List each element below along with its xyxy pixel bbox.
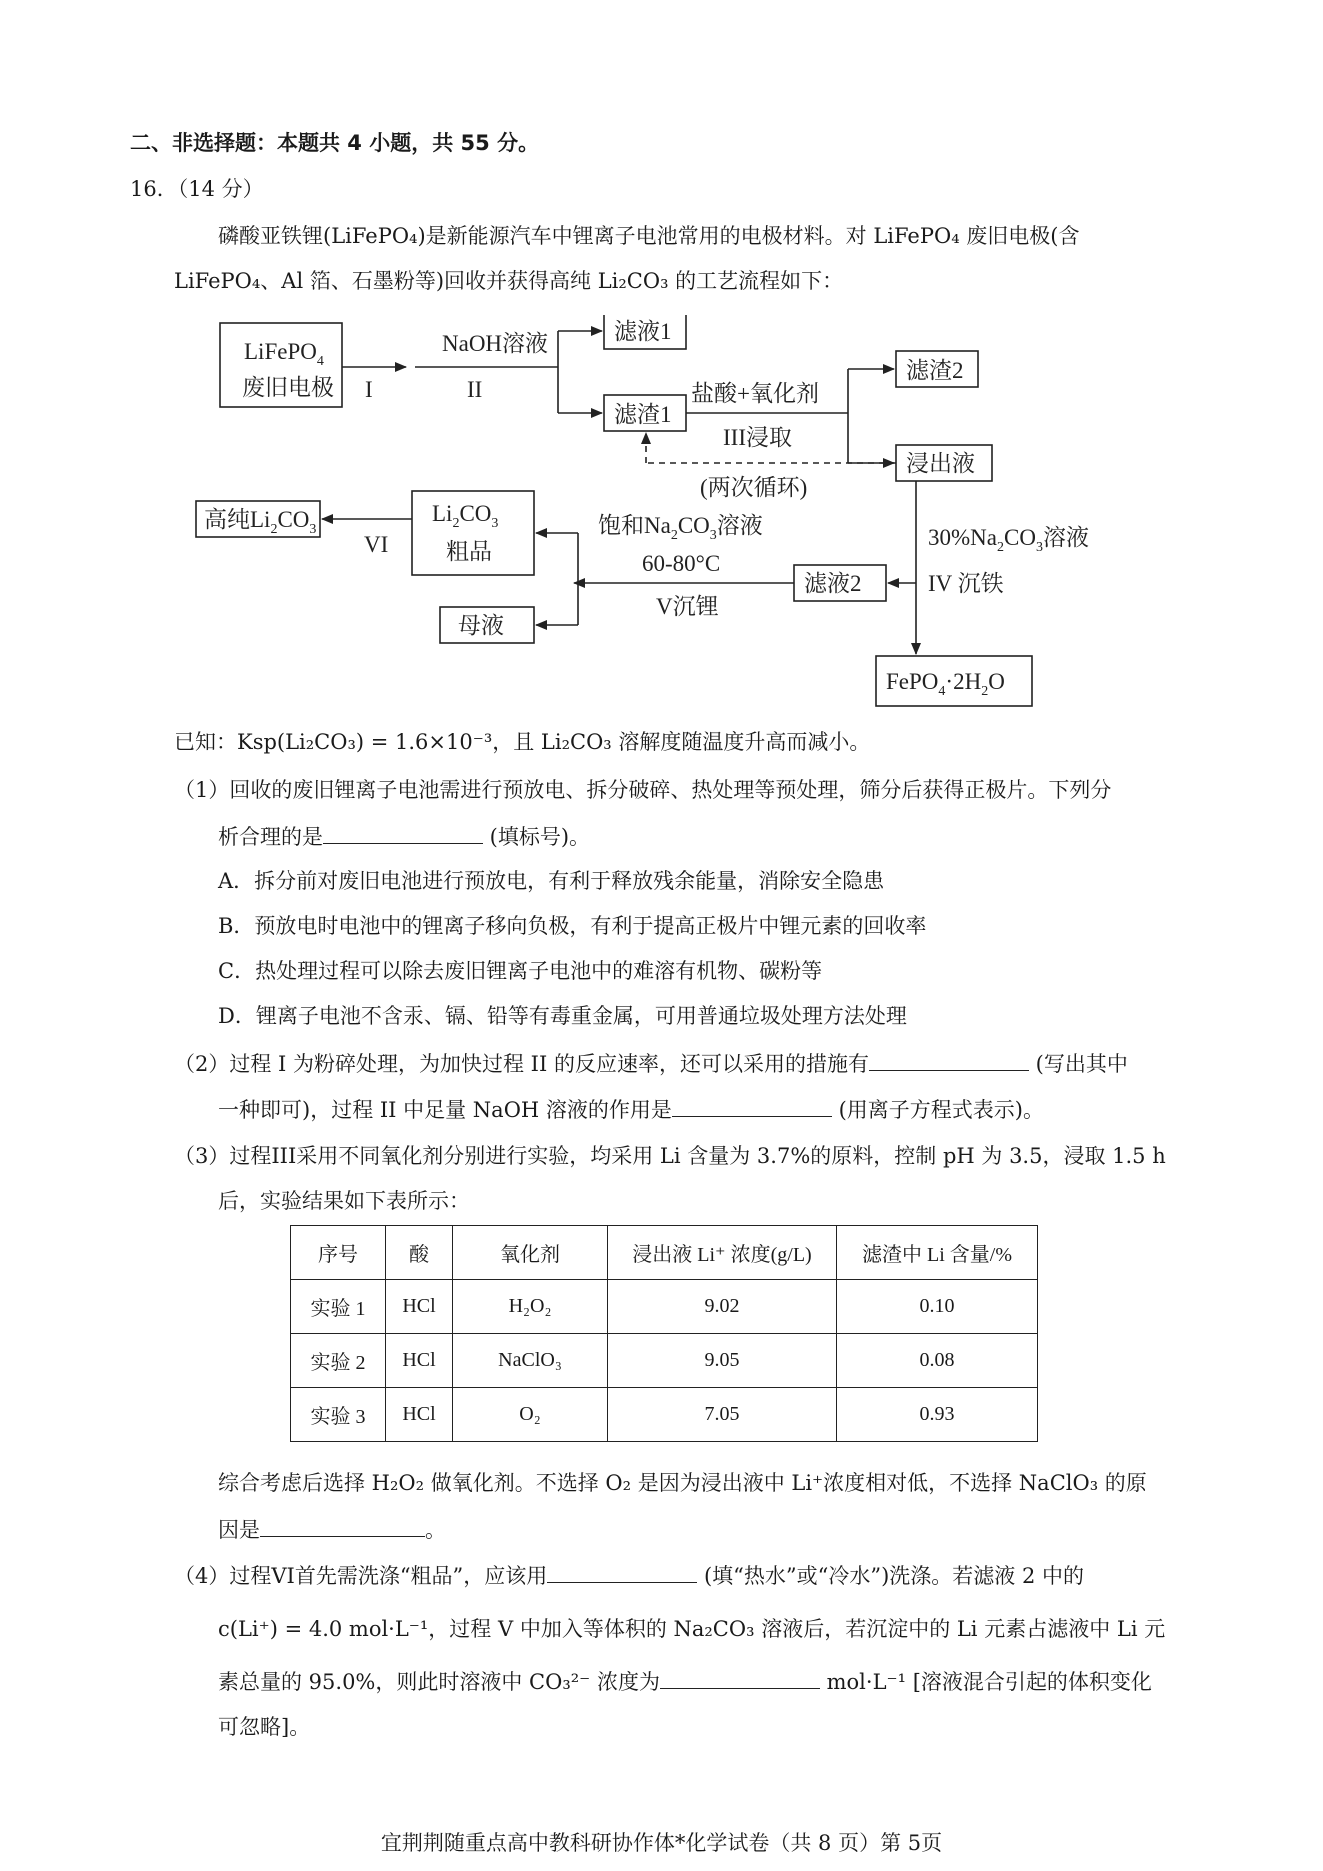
intro-line-2: LiFePO₄、Al 箔、石墨粉等)回收并获得高纯 Li₂CO₃ 的工艺流程如下： bbox=[174, 269, 844, 293]
part3-line4: 因是 。 bbox=[218, 1514, 446, 1545]
table-row: 实验 3 HCl O₂ 7.05 0.93 bbox=[291, 1388, 1038, 1442]
question-number: 16．（14 分） bbox=[130, 177, 264, 201]
part3-line3: 综合考虑后选择 H₂O₂ 做氧化剂。不选择 O₂ 是因为浸出液中 Li⁺浓度相对低，不选择 NaClO₃ 的原 bbox=[218, 1471, 1147, 1495]
th-index: 序号 bbox=[291, 1226, 386, 1280]
part4-line4: 可忽略]。 bbox=[218, 1715, 311, 1739]
experiment-table bbox=[290, 1225, 1038, 1442]
th-oxidant: 氧化剂 bbox=[453, 1226, 608, 1280]
part4-line3: 素总量的 95.0%，则此时溶液中 CO₃²⁻ 浓度为 mol·L⁻¹ [溶液混合引起的体积变化 bbox=[218, 1666, 1152, 1697]
answer-blank-2b[interactable] bbox=[672, 1094, 832, 1117]
label-mother-liquor: 母液 bbox=[458, 613, 504, 638]
label-fepo4: $FePO_4\cdot 2H_2O$ bbox=[886, 669, 1005, 699]
page-footer: 宜荆荆随重点高中教科研协作体*化学试卷（共 8 页）第 5页 bbox=[380, 1831, 943, 1855]
label-step-I: I bbox=[365, 377, 373, 402]
answer-blank-4b[interactable] bbox=[660, 1666, 820, 1689]
label-leachate: 浸出液 bbox=[906, 451, 975, 476]
part3-line1: （3）过程III采用不同氧化剂分别进行实验，均采用 Li 含量为 3.7%的原料，控制 pH 为 3.5，浸取 1.5 h bbox=[174, 1144, 1166, 1168]
label-step-IV: IV 沉铁 bbox=[928, 571, 1004, 596]
option-a: A．拆分前对废旧电池进行预放电，有利于释放残余能量，消除安全隐患 bbox=[218, 869, 885, 893]
label-two-cycles: (两次循环) bbox=[700, 475, 808, 500]
part4-line2: c(Li⁺) = 4.0 mol·L⁻¹，过程 V 中加入等体积的 Na₂CO₃ 溶液后，若沉淀中的 Li 元素占滤液中 Li 元 bbox=[218, 1617, 1166, 1641]
svg-text:Li2CO3: $Li_2CO_3$ bbox=[432, 501, 499, 531]
label-waste-electrode: 废旧电极 bbox=[242, 375, 334, 400]
label-residue1: 滤渣1 bbox=[614, 402, 672, 427]
process-flow-diagram bbox=[190, 315, 1140, 715]
label-30-na2co3: $30\%Na_2CO_3$溶液 bbox=[928, 525, 1089, 555]
label-residue2: 滤渣2 bbox=[906, 358, 964, 383]
answer-blank-4a[interactable] bbox=[547, 1560, 697, 1583]
label-pure-li2co3: 高纯$Li_2CO_3$ bbox=[204, 507, 317, 537]
intro-line-1: 磷酸亚铁锂(LiFePO₄)是新能源汽车中锂离子电池常用的电极材料。对 LiFePO₄ 废旧电极(含 bbox=[218, 224, 1080, 248]
label-acid-oxidant: 盐酸+氧化剂 bbox=[691, 381, 819, 406]
option-b: B．预放电时电池中的锂离子移向负极，有利于提高正极片中锂元素的回收率 bbox=[218, 914, 927, 938]
known-condition: 已知：Ksp(Li₂CO₃) = 1.6×10⁻³，且 Li₂CO₃ 溶解度随温度升高而减小。 bbox=[174, 730, 871, 754]
part3-line2: 后，实验结果如下表所示： bbox=[218, 1189, 470, 1213]
part1-line2: 析合理的是 (填标号)。 bbox=[218, 821, 590, 852]
label-filtrate1: 滤液1 bbox=[614, 319, 672, 344]
label-sat-na2co3: 饱和$Na_2CO_3$溶液 bbox=[598, 513, 763, 543]
option-d: D．锂离子电池不含汞、镉、铅等有毒重金属，可用普通垃圾处理方法处理 bbox=[218, 1004, 907, 1028]
label-step-VI: VI bbox=[364, 532, 389, 557]
label-naoh: NaOH溶液 bbox=[442, 331, 549, 356]
part1-line1: （1）回收的废旧锂离子电池需进行预放电、拆分破碎、热处理等预处理，筛分后获得正极片。下列分 bbox=[174, 778, 1112, 802]
svg-text:LiFePO4: LiFePO$_4$ bbox=[244, 339, 324, 369]
answer-blank-2a[interactable] bbox=[869, 1048, 1029, 1071]
label-step-II: II bbox=[467, 377, 483, 402]
table-row: 实验 1 HCl H₂O₂ 9.02 0.10 bbox=[291, 1280, 1038, 1334]
th-li-residue: 滤渣中 Li 含量/% bbox=[837, 1226, 1038, 1280]
part2-line2: 一种即可)，过程 II 中足量 NaOH 溶液的作用是 (用离子方程式表示)。 bbox=[218, 1094, 1044, 1125]
label-step-V: V沉锂 bbox=[656, 594, 719, 619]
label-filtrate2: 滤液2 bbox=[804, 571, 862, 596]
th-acid: 酸 bbox=[386, 1226, 453, 1280]
label-crude: 粗品 bbox=[446, 539, 492, 564]
table-header-row bbox=[291, 1226, 1038, 1280]
part4-line1: （4）过程VI首先需洗涤“粗品”，应该用 (填“热水”或“冷水”)洗涤。若滤液 2 中的 bbox=[174, 1560, 1084, 1591]
th-li-concentration: 浸出液 Li⁺ 浓度(g/L) bbox=[608, 1226, 837, 1280]
option-c: C．热处理过程可以除去废旧锂离子电池中的难溶有机物、碳粉等 bbox=[218, 959, 823, 983]
answer-blank-1[interactable] bbox=[323, 821, 483, 844]
table-row: 实验 2 HCl NaClO₃ 9.05 0.08 bbox=[291, 1334, 1038, 1388]
section-title: 二、非选择题：本题共 4 小题，共 55 分。 bbox=[130, 131, 540, 155]
label-step-III: III浸取 bbox=[723, 425, 792, 450]
answer-blank-3[interactable] bbox=[260, 1514, 425, 1537]
label-temperature: 60-80°C bbox=[642, 551, 721, 576]
part2-line1: （2）过程 I 为粉碎处理，为加快过程 II 的反应速率，还可以采用的措施有 (写出其中 bbox=[174, 1048, 1128, 1079]
